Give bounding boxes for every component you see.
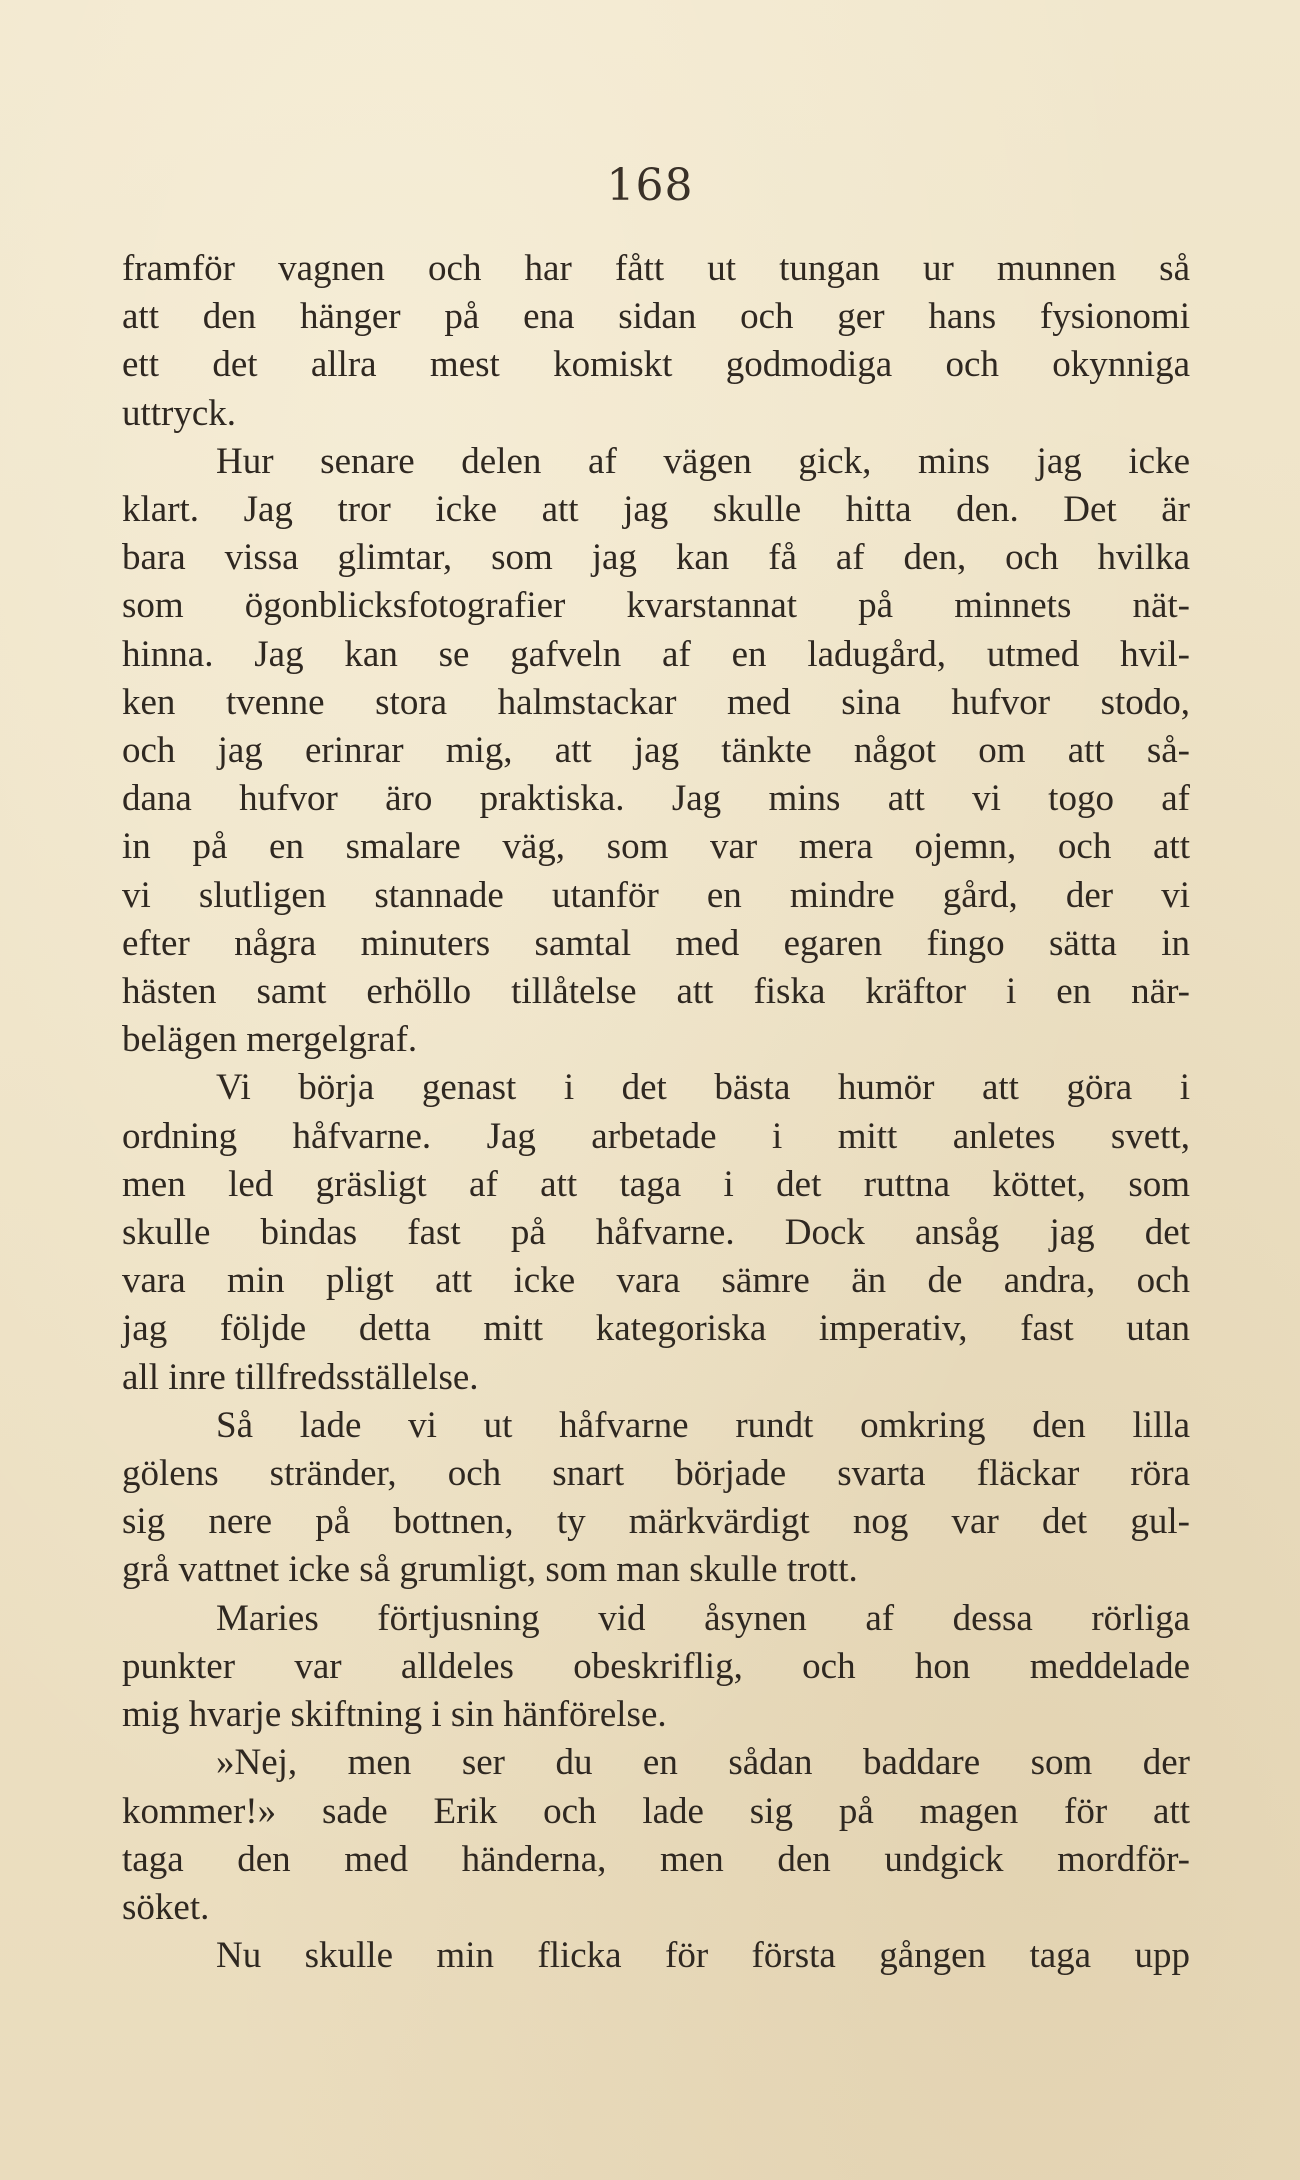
text-line: efter några minuters samtal med egaren fingo sätta in (122, 922, 1190, 964)
text-line: jag följde detta mitt kategoriska imperativ, fast utan (122, 1308, 1190, 1350)
text-line: Hur senare delen af vägen gick, mins jag icke (216, 440, 1190, 482)
text-line: vara min pligt att icke vara sämre än de andra, och (122, 1260, 1190, 1302)
text-line: in på en smalare väg, som var mera ojemn, och att (122, 826, 1190, 868)
text-line: kommer!» sade Erik och lade sig på magen för att (122, 1790, 1190, 1832)
text-line: mig hvarje skiftning i sin hänförelse. (122, 1694, 667, 1736)
text-line: gölens stränder, och snart började svarta fläckar röra (122, 1453, 1190, 1495)
text-line: uttryck. (122, 392, 237, 434)
text-line: »Nej, men ser du en sådan baddare som der (216, 1742, 1190, 1784)
text-line: och jag erinrar mig, att jag tänkte något om att så- (122, 730, 1190, 772)
text-line: Nu skulle min flicka för första gången taga upp (216, 1935, 1190, 1977)
text-line: framför vagnen och har fått ut tungan ur munnen så (122, 248, 1190, 289)
text-line: bara vissa glimtar, som jag kan få af den, och hvilka (122, 537, 1190, 579)
text-line: grå vattnet icke så grumligt, som man skulle trott. (122, 1549, 858, 1591)
text-line: Så lade vi ut håfvarne rundt omkring den lilla (216, 1404, 1190, 1446)
text-line: punkter var alldeles obeskriflig, och hon meddelade (122, 1645, 1190, 1687)
text-line: men led gräsligt af att taga i det ruttna köttet, som (122, 1163, 1190, 1205)
text-line: ordning håfvarne. Jag arbetade i mitt anletes svett, (122, 1115, 1190, 1157)
text-line: klart. Jag tror icke att jag skulle hitta den. Det är (122, 489, 1190, 531)
text-line: vi slutligen stannade utanför en mindre gård, der vi (122, 874, 1190, 916)
text-line: söket. (122, 1886, 210, 1928)
text-line: Maries förtjusning vid åsynen af dessa rörliga (216, 1597, 1190, 1639)
text-line: hästen samt erhöllo tillåtelse att fiska kräftor i en när- (122, 971, 1190, 1013)
text-line: taga den med händerna, men den undgick mordför- (122, 1838, 1190, 1880)
text-line: att den hänger på ena sidan och ger hans fysionomi (122, 296, 1190, 338)
text-line: skulle bindas fast på håfvarne. Dock ansåg jag det (122, 1212, 1190, 1254)
text-line: som ögonblicksfotografier kvarstannat på minnets nät- (122, 585, 1190, 627)
text-line: sig nere på bottnen, ty märkvärdigt nog var det gul- (122, 1501, 1190, 1543)
page-text-body (122, 245, 1190, 1980)
text-line: dana hufvor äro praktiska. Jag mins att vi togo af (122, 778, 1190, 820)
page-number: 168 (606, 160, 694, 211)
text-line: belägen mergelgraf. (122, 1019, 418, 1061)
text-line: ett det allra mest komiskt godmodiga och okynniga (122, 344, 1190, 386)
text-line: all inre tillfredsställelse. (122, 1356, 479, 1398)
text-line: Vi börja genast i det bästa humör att göra i (216, 1067, 1190, 1109)
text-line: ken tvenne stora halmstackar med sina hufvor stodo, (122, 681, 1190, 723)
text-line: hinna. Jag kan se gafveln af en ladugård, utmed hvil- (122, 633, 1190, 675)
